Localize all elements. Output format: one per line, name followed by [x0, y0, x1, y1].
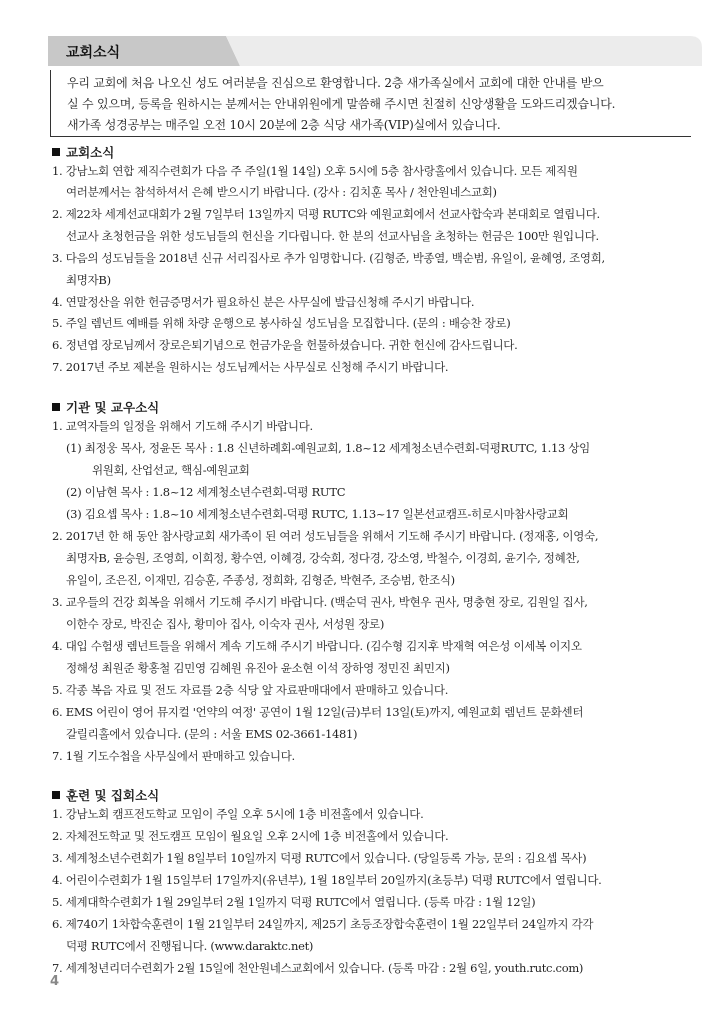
list-item: 6. EMS 어린이 영어 뮤지컬 '언약의 여정' 공연이 1월 12일(금)부터 13일(토)까지, 예원교회 렘넌트 문화센터 [52, 705, 584, 719]
list-item-continuation: 선교사 초청헌금을 위한 성도님들의 헌신을 기다립니다. 한 분의 선교사님을 초청하는 헌금은 100만 원입니다. [66, 229, 599, 243]
list-item: 1. 강남노회 연합 제직수련회가 다음 주 주일(1월 14일) 오후 5시에 5층 참사랑홀에서 있습니다. 모든 제직원 [52, 164, 578, 178]
list-item-continuation: 최명자B) [66, 273, 111, 287]
list-item-continuation: 정해성 최원준 황홍철 김민영 김혜원 유진아 윤소현 이석 장하영 정민진 최민지) [66, 661, 450, 675]
list-item-continuation: 유일이, 조은진, 이재민, 김승훈, 주종성, 정희화, 김형준, 박현주, 조승범, 한조식) [66, 573, 455, 587]
list-item: 2. 2017년 한 해 동안 참사랑교회 새가족이 된 여러 성도님들을 위해서 기도해 주시기 바랍니다. (정재홍, 이영숙, [52, 529, 599, 543]
list-item: 5. 세계대학수련회가 1월 29일부터 2월 1일까지 덕평 RUTC에서 열립니다. (등록 마감 : 1월 12일) [52, 895, 536, 909]
header-tab-shape [48, 36, 702, 66]
square-bullet-icon [52, 148, 60, 156]
list-item: 4. 대입 수험생 렘넌트들을 위해서 계속 기도해 주시기 바랍니다. (김수형 김지후 박재혁 여은성 이세복 이지오 [52, 639, 582, 653]
list-item: 1. 강남노회 캠프전도학교 모임이 주일 오후 5시에 1층 비전홀에서 있습니다. [52, 807, 424, 821]
welcome-text-line: 실 수 있으며, 등록을 원하시는 분께서는 안내위원에게 말씀해 주시면 친절히 신앙생활을 도와드리겠습니다. [67, 97, 616, 111]
list-item-continuation: 이한수 장로, 박진순 집사, 황미아 집사, 이숙자 권사, 서성원 장로) [66, 617, 385, 631]
welcome-box [50, 70, 691, 137]
list-item: 3. 다음의 성도님들을 2018년 신규 서리집사로 추가 임명합니다. (김형준, 박종열, 백순범, 유일이, 윤혜영, 조영희, [52, 251, 605, 265]
section-title-organization-news: 기관 및 교우소식 [52, 398, 159, 416]
page-title: 교회소식 [66, 45, 121, 61]
welcome-text-line: 우리 교회에 처음 나오신 성도 여러분을 진심으로 환영합니다. 2층 새가족실에서 교회에 대한 안내를 받으 [67, 76, 604, 90]
square-bullet-icon [52, 791, 60, 799]
list-item: 3. 교우들의 건강 회복을 위해서 기도해 주시기 바랍니다. (백순덕 권사, 박현우 권사, 명충현 장로, 김원일 집사, [52, 595, 588, 609]
list-item: 6. 제740기 1차합숙훈련이 1월 21일부터 24일까지, 제25기 초등조장합숙훈련이 1월 22일부터 24일까지 각각 [52, 917, 594, 931]
page-number: 4 [50, 974, 60, 989]
sub-list-item: (1) 최정웅 목사, 정윤돈 목사 : 1.8 신년하례회-예원교회, 1.8~12 세계청소년수련회-덕평RUTC, 1.13 상임 [66, 441, 590, 455]
list-item: 2. 자체전도학교 및 전도캠프 모임이 월요일 오후 2시에 1층 비전홀에서 있습니다. [52, 829, 449, 843]
sub-list-item: (3) 김요셉 목사 : 1.8~10 세계청소년수련회-덕평 RUTC, 1.13~17 일본선교캠프-히로시마참사랑교회 [66, 507, 569, 521]
list-item-continuation: 최명자B, 윤승원, 조영희, 이희정, 황수연, 이혜경, 강숙희, 정다경, 강소영, 박철수, 이경희, 윤기수, 정혜찬, [66, 551, 580, 565]
list-item: 2. 제22차 세계선교대회가 2월 7일부터 13일까지 덕평 RUTC와 예원교회에서 선교사합숙과 본대회로 열립니다. [52, 207, 600, 221]
list-item: 7. 세계청년리더수련회가 2월 15일에 천안원네스교회에서 있습니다. (등록 마감 : 2월 6일, youth.rutc.com) [52, 961, 584, 975]
section-title-training-news: 훈련 및 집회소식 [52, 786, 159, 804]
list-item-continuation: 덕평 RUTC에서 진행됩니다. (www.daraktc.net) [66, 939, 314, 953]
list-item: 5. 주일 렘넌트 예배를 위해 차량 운행으로 봉사하실 성도님을 모집합니다. (문의 : 배승찬 장로) [52, 316, 511, 330]
list-item-continuation: 위원회, 산업선교, 핵심-예원교회 [92, 463, 250, 477]
sub-list-item: (2) 이남현 목사 : 1.8~12 세계청소년수련회-덕평 RUTC [66, 485, 346, 499]
list-item: 4. 연말정산을 위한 헌금증명서가 필요하신 분은 사무실에 발급신청해 주시기 바랍니다. [52, 295, 475, 309]
list-item: 6. 정년엽 장로님께서 장로은퇴기념으로 헌금가운을 헌물하셨습니다. 귀한 헌신에 감사드립니다. [52, 338, 518, 352]
square-bullet-icon [52, 403, 60, 411]
list-item: 1. 교역자들의 일정을 위해서 기도해 주시기 바랍니다. [52, 419, 313, 433]
list-item: 7. 1월 기도수첩을 사무실에서 판매하고 있습니다. [52, 749, 295, 763]
list-item: 4. 어린이수련회가 1월 15일부터 17일까지(유년부), 1월 18일부터 20일까지(초등부) 덕평 RUTC에서 열립니다. [52, 873, 602, 887]
list-item: 5. 각종 복음 자료 및 전도 자료를 2층 식당 앞 자료판매대에서 판매하고 있습니다. [52, 683, 449, 697]
welcome-text-line: 새가족 성경공부는 매주일 오전 10시 20분에 2층 식당 새가족(VIP)실에서 있습니다. [67, 118, 501, 132]
list-item: 7. 2017년 주보 제본을 원하시는 성도님께서는 사무실로 신청해 주시기 바랍니다. [52, 360, 449, 374]
list-item-continuation: 여러분께서는 참석하셔서 은혜 받으시기 바랍니다. (강사 : 김치훈 목사 / 천안원네스교회) [66, 185, 497, 199]
section-title-church-news: 교회소식 [52, 143, 114, 161]
list-item: 3. 세계청소년수련회가 1월 8일부터 10일까지 덕평 RUTC에서 있습니다. (당일등록 가능, 문의 : 김요셉 목사) [52, 851, 587, 865]
section-header [48, 36, 702, 66]
list-item-continuation: 갈릴리홀에서 있습니다. (문의 : 서울 EMS 02-3661-1481) [66, 727, 358, 741]
